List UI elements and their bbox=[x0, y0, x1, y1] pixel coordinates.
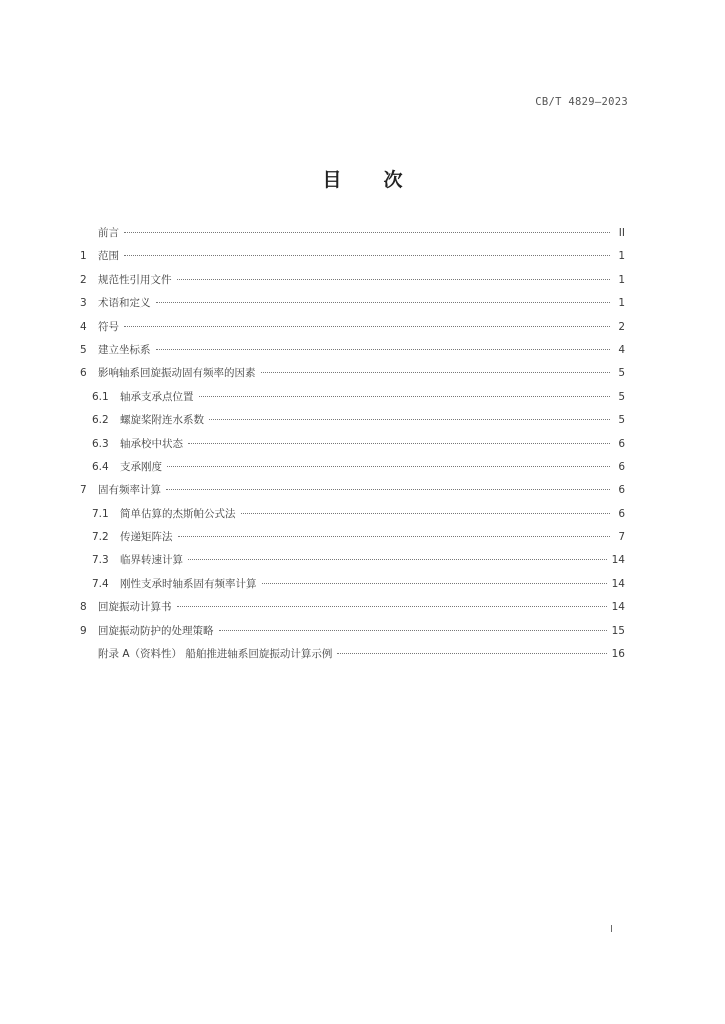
toc-entry[interactable] bbox=[80, 295, 625, 318]
toc-entry-title: 范围 bbox=[98, 250, 119, 263]
toc-entry[interactable] bbox=[80, 248, 625, 271]
toc-entry-page: 16 bbox=[611, 648, 625, 661]
toc-entry-page: 5 bbox=[618, 414, 625, 427]
toc-entry-number: 7.1 bbox=[92, 507, 109, 520]
toc-entry[interactable] bbox=[80, 389, 625, 412]
toc-entry-title: 建立坐标系 bbox=[98, 343, 151, 356]
dot-leader bbox=[188, 443, 610, 444]
dot-leader bbox=[124, 255, 610, 256]
toc-entry-number: 3 bbox=[80, 297, 87, 310]
toc-entry-title: 刚性支承时轴系固有频率计算 bbox=[120, 577, 257, 590]
dot-leader bbox=[241, 513, 611, 514]
toc-entry-page: 1 bbox=[618, 250, 625, 263]
toc-entry[interactable] bbox=[80, 623, 625, 646]
toc-entry-number: 9 bbox=[80, 624, 87, 637]
page-number: I bbox=[610, 924, 613, 935]
table-of-contents bbox=[80, 225, 625, 669]
dot-leader bbox=[177, 606, 607, 607]
toc-entry-page: 1 bbox=[618, 273, 625, 286]
dot-leader bbox=[209, 419, 610, 420]
dot-leader bbox=[262, 583, 607, 584]
dot-leader bbox=[156, 302, 611, 303]
dot-leader bbox=[124, 326, 610, 327]
toc-entry-number: 2 bbox=[80, 273, 87, 286]
toc-entry-title: 固有频率计算 bbox=[98, 484, 161, 497]
toc-entry[interactable] bbox=[80, 599, 625, 622]
toc-entry-title: 螺旋桨附连水系数 bbox=[120, 414, 204, 427]
toc-entry-number: 7.4 bbox=[92, 577, 109, 590]
toc-entry-title: 支承刚度 bbox=[120, 460, 162, 473]
dot-leader bbox=[178, 536, 611, 537]
dot-leader bbox=[219, 630, 607, 631]
toc-entry-number: 8 bbox=[80, 601, 87, 614]
dot-leader bbox=[177, 279, 611, 280]
toc-entry-number: 6.2 bbox=[92, 414, 109, 427]
toc-entry-page: 5 bbox=[618, 367, 625, 380]
toc-entry-page: 6 bbox=[618, 460, 625, 473]
toc-entry-page: 4 bbox=[618, 343, 625, 356]
dot-leader bbox=[261, 372, 611, 373]
toc-entry-page: 6 bbox=[618, 437, 625, 450]
toc-entry-title: 轴承支承点位置 bbox=[120, 390, 194, 403]
toc-entry-title: 回旋振动防护的处理策略 bbox=[98, 624, 214, 637]
toc-entry[interactable] bbox=[80, 319, 625, 342]
toc-entry[interactable] bbox=[80, 646, 625, 669]
toc-entry-title: 回旋振动计算书 bbox=[98, 601, 172, 614]
toc-entry-title: 临界转速计算 bbox=[120, 554, 183, 567]
toc-entry[interactable] bbox=[80, 365, 625, 388]
dot-leader bbox=[124, 232, 610, 233]
toc-entry-number: 5 bbox=[80, 343, 87, 356]
standard-code: CB/T 4829—2023 bbox=[535, 96, 628, 108]
toc-entry[interactable] bbox=[80, 482, 625, 505]
toc-entry[interactable] bbox=[80, 459, 625, 482]
toc-entry-title: 符号 bbox=[98, 320, 119, 333]
toc-entry-page: 5 bbox=[618, 390, 625, 403]
toc-entry-number: 1 bbox=[80, 250, 87, 263]
toc-entry[interactable] bbox=[80, 529, 625, 552]
toc-entry-title: 前言 bbox=[98, 227, 119, 239]
dot-leader bbox=[188, 559, 607, 560]
toc-entry-number: 6.3 bbox=[92, 437, 109, 450]
dot-leader bbox=[156, 349, 611, 350]
toc-entry-page: 15 bbox=[611, 624, 625, 637]
toc-entry-title: 传递矩阵法 bbox=[120, 531, 173, 544]
toc-entry[interactable] bbox=[80, 506, 625, 529]
toc-entry-title: 轴承校中状态 bbox=[120, 437, 183, 450]
toc-entry-page: 14 bbox=[611, 577, 625, 590]
dot-leader bbox=[167, 466, 610, 467]
toc-entry[interactable] bbox=[80, 342, 625, 365]
toc-entry-title: 术语和定义 bbox=[98, 297, 151, 310]
toc-entry-page: 2 bbox=[618, 320, 625, 333]
toc-entry[interactable] bbox=[80, 576, 625, 599]
toc-heading-char-2: 次 bbox=[383, 169, 403, 191]
toc-entry-page: 14 bbox=[611, 554, 625, 567]
toc-entry[interactable] bbox=[80, 552, 625, 575]
toc-heading-char-1: 目 bbox=[322, 169, 342, 191]
toc-entry-number: 6.4 bbox=[92, 460, 109, 473]
toc-entry-number: 7 bbox=[80, 484, 87, 497]
toc-entry-page: II bbox=[618, 227, 625, 239]
toc-entry-number: 6 bbox=[80, 367, 87, 380]
toc-entry-number: 7.3 bbox=[92, 554, 109, 567]
toc-entry-number: 6.1 bbox=[92, 390, 109, 403]
toc-entry-number: 7.2 bbox=[92, 531, 109, 544]
toc-entry-number: 4 bbox=[80, 320, 87, 333]
toc-entry-page: 6 bbox=[618, 484, 625, 497]
toc-entry-page: 14 bbox=[611, 601, 625, 614]
toc-heading bbox=[0, 165, 725, 192]
dot-leader bbox=[337, 653, 606, 654]
toc-entry-title: 规范性引用文件 bbox=[98, 273, 172, 286]
toc-entry[interactable] bbox=[80, 225, 625, 248]
toc-entry-page: 1 bbox=[618, 297, 625, 310]
toc-entry[interactable] bbox=[80, 436, 625, 459]
dot-leader bbox=[199, 396, 611, 397]
toc-entry-page: 7 bbox=[618, 531, 625, 544]
toc-entry-title: 简单估算的杰斯帕公式法 bbox=[120, 507, 236, 520]
toc-entry-page: 6 bbox=[618, 507, 625, 520]
toc-entry[interactable] bbox=[80, 272, 625, 295]
toc-entry[interactable] bbox=[80, 412, 625, 435]
toc-entry-title: 影响轴系回旋振动固有频率的因素 bbox=[98, 367, 256, 380]
dot-leader bbox=[166, 489, 610, 490]
toc-entry-title: 附录 A（资料性） 船舶推进轴系回旋振动计算示例 bbox=[98, 648, 333, 661]
